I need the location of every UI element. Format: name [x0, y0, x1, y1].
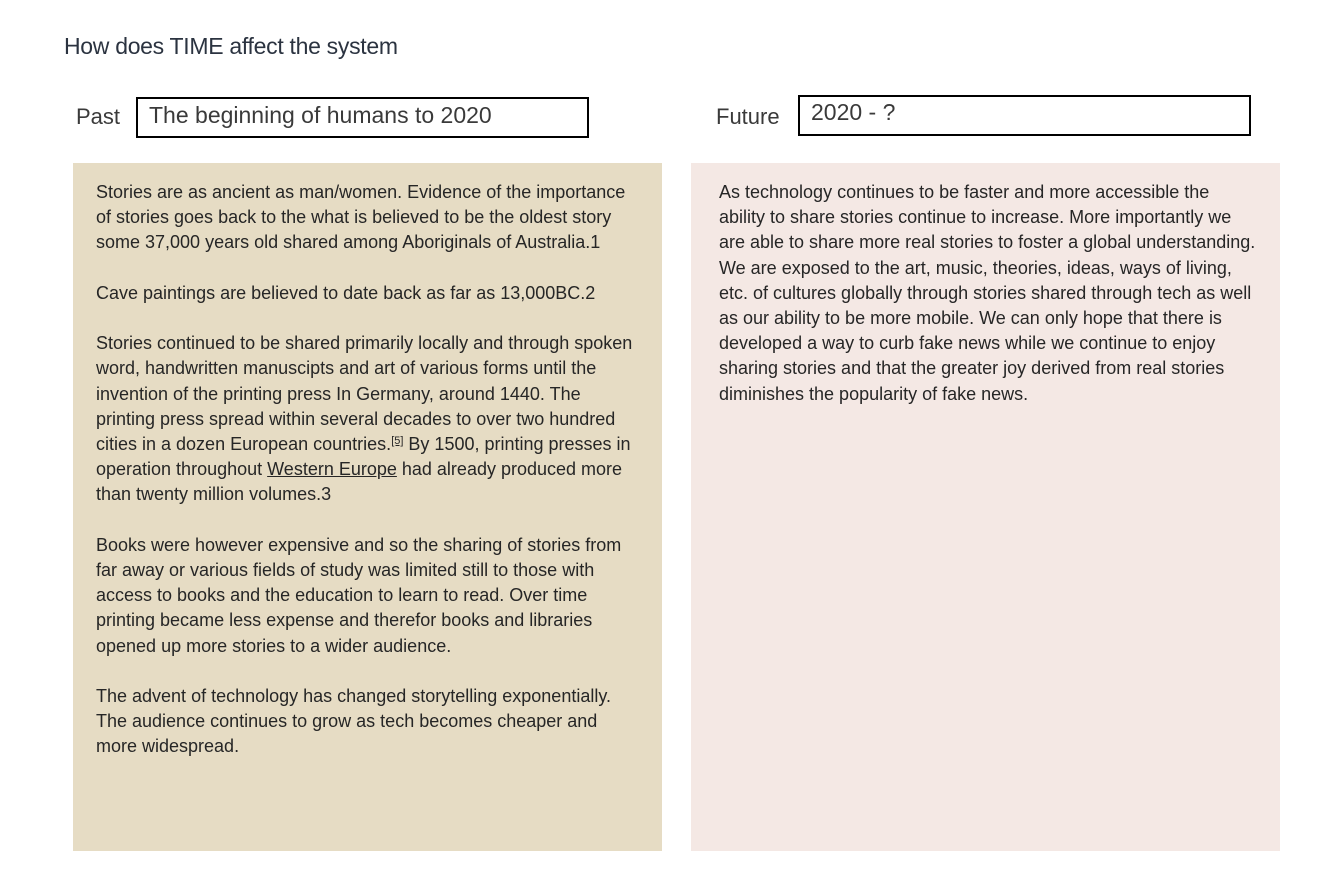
future-label: Future — [716, 104, 780, 129]
future-panel — [691, 163, 1280, 851]
western-europe-link[interactable]: Western Europe — [267, 459, 397, 480]
past-paragraph-printing-press — [96, 331, 640, 507]
past-label: Past — [76, 104, 121, 129]
past-period-box: The beginning of humans to 2020 — [136, 97, 589, 138]
footnote-ref-link[interactable]: [5] — [391, 435, 404, 447]
past-paragraph-books: Books were however expensive and so the sharing of stories from far away or various fields of study was limited still to those with access to books and the education to learn to read. Over time printing became less expense and therefor books and libraries opened up more stories to a wider audience. — [96, 534, 622, 656]
past-paragraph-technology: The advent of technology has changed storytelling exponentially. The audience continues to grow as tech becomes cheaper and more widespread. — [96, 686, 612, 757]
future-period-box: 2020 - ? — [798, 95, 1251, 136]
printing-press-text: Stories continued to be shared primarily locally and through spoken word, handwritten manuscipts and art of various forms until the invention of the printing press In Germany, around 1440. The printing press spread within several decades to over two hundred cities in a dozen European countries. — [96, 333, 633, 454]
future-paragraph: As technology continues to be faster and more accessible the ability to share stories continue to increase. More importantly we are able to share more real stories to foster a global understanding. We are exposed to the art, music, theories, ideas, ways of living, etc. of cultures globally through stories shared through tech as well as our ability to be more mobile. We can only hope that there is developed a way to curb fake news while we continue to enjoy sharing stories and that the greater joy derived from real stories diminishes the popularity of fake news. — [719, 182, 1256, 404]
printing-press-text-middle: By 1500, printing presses in operation throughout — [96, 434, 631, 480]
past-paragraph-origins: Stories are as ancient as man/women. Evidence of the importance of stories goes back to the what is believed to be the oldest story some 37,000 years old shared among Aboriginals of Australia.1 — [96, 182, 626, 253]
past-paragraph-cave-paintings: Cave paintings are believed to date back as far as 13,000BC.2 — [96, 282, 596, 303]
page-title: How does TIME affect the system — [64, 33, 398, 59]
past-panel — [73, 163, 662, 851]
printing-press-text-end: had already produced more than twenty million volumes.3 — [96, 459, 623, 505]
